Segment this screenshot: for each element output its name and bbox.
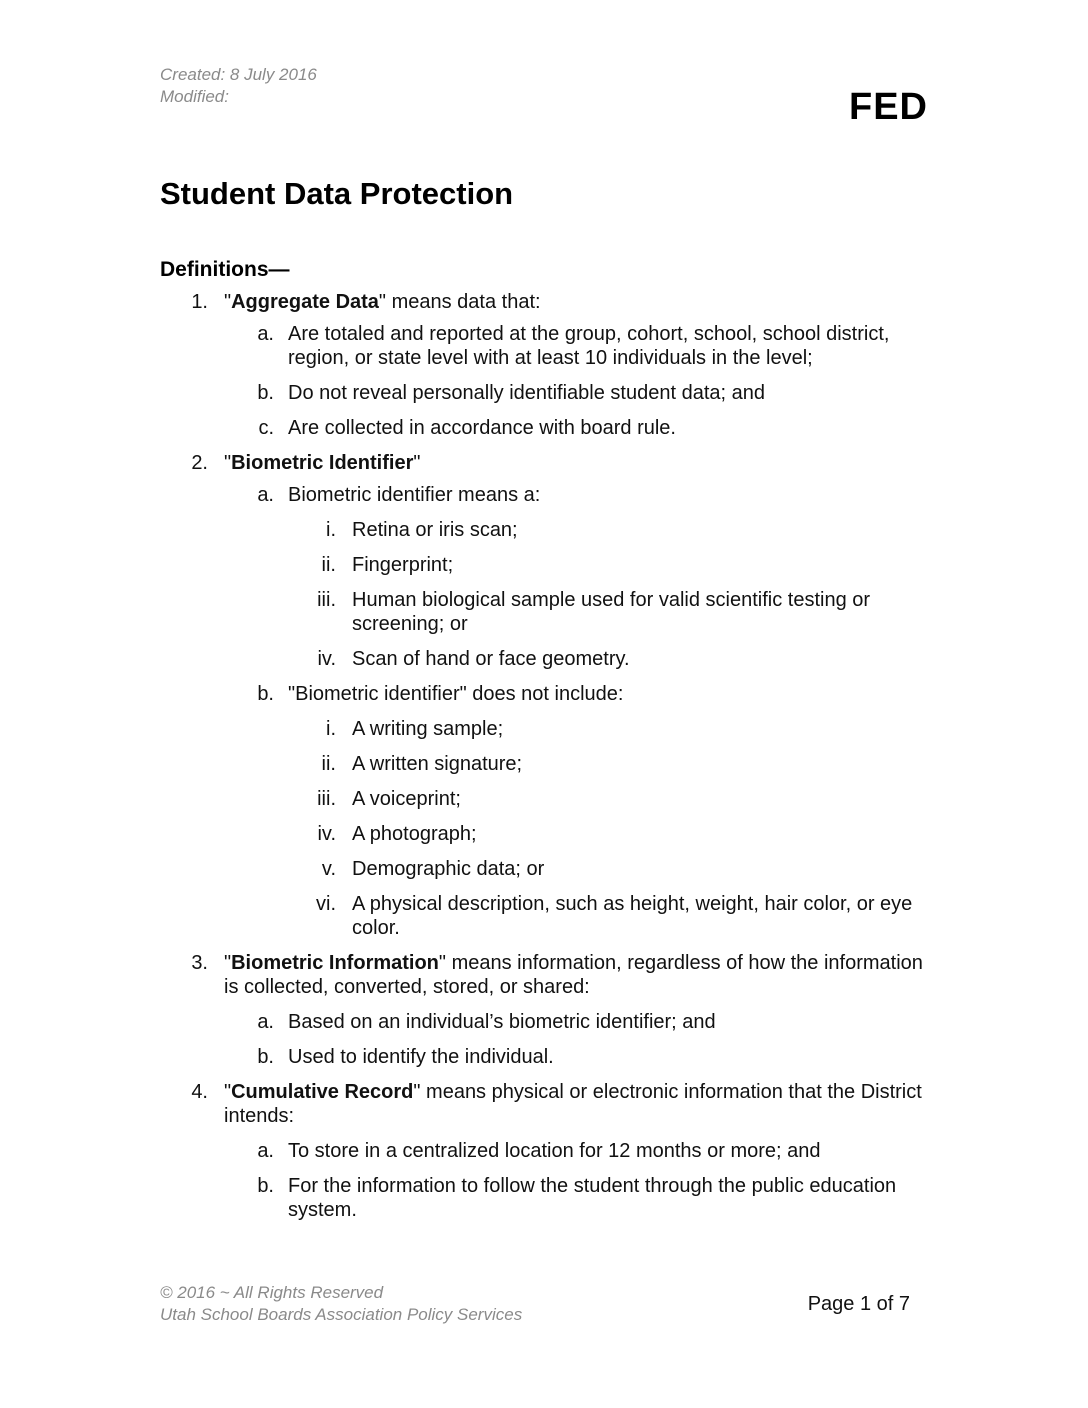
definition-item (0, 290, 1088, 314)
list-roman: ii. (321, 554, 336, 576)
list-letter: b. (257, 1175, 274, 1197)
list-item (0, 1174, 1088, 1222)
list-number: 2. (191, 452, 208, 474)
definition-item (0, 1080, 1088, 1128)
list-letter: b. (257, 382, 274, 404)
page-number: Page 1 of 7 (807, 1293, 910, 1315)
list-item-text: To store in a centralized location for 12 months or more; and (288, 1140, 821, 1162)
definition-item (0, 451, 1088, 475)
sub-list-item (0, 647, 1088, 671)
definitions-list (0, 290, 1088, 1233)
list-item (0, 322, 1088, 370)
list-item-text: Do not reveal personally identifiable student data; and (288, 382, 765, 404)
document-dates (160, 64, 317, 108)
definition-text: "Aggregate Data" means data that: (224, 291, 541, 313)
list-letter: a. (257, 1011, 274, 1033)
sub-list-item-text: A writing sample; (352, 718, 504, 740)
sub-list-item (0, 822, 1088, 846)
sub-list-item (0, 588, 1088, 636)
section-heading: Definitions— (160, 258, 290, 281)
sub-list-item-text: Scan of hand or face geometry. (352, 648, 630, 670)
list-roman: iii. (317, 788, 336, 810)
modified-date: Modified: (160, 87, 229, 106)
publisher-name: Utah School Boards Association Policy Services (160, 1305, 523, 1324)
sub-list-item-text: A voiceprint; (352, 788, 461, 810)
list-letter: a. (257, 484, 274, 506)
sub-list-item (0, 518, 1088, 542)
definition-item (0, 951, 1088, 999)
list-roman: i. (326, 519, 336, 541)
definition-text: "Biometric Identifier" (224, 452, 421, 474)
list-number: 4. (191, 1081, 208, 1103)
list-item (0, 483, 1088, 507)
list-roman: iii. (317, 589, 336, 611)
definition-text: "Cumulative Record" means physical or electronic information that the District intends: (224, 1081, 922, 1127)
sub-list-item (0, 752, 1088, 776)
sub-list-item-text: A written signature; (352, 753, 523, 775)
list-roman: iv. (317, 648, 336, 670)
sub-list-item-text: A photograph; (352, 823, 477, 845)
list-roman: vi. (316, 893, 336, 915)
list-item (0, 381, 1088, 405)
list-letter: a. (257, 1140, 274, 1162)
list-item (0, 1139, 1088, 1163)
sub-list-item-text: Human biological sample used for valid scientific testing or screening; or (352, 589, 871, 635)
list-item (0, 416, 1088, 440)
list-letter: c. (258, 417, 274, 439)
sub-list-item (0, 892, 1088, 940)
list-roman: iv. (317, 823, 336, 845)
sub-list-item-text: Retina or iris scan; (352, 519, 518, 541)
policy-code: FED (849, 86, 928, 128)
list-item-text: Are totaled and reported at the group, cohort, school, school district, region, or state level with at least 10 individuals in the level; (288, 323, 890, 369)
list-item-text: "Biometric identifier" does not include: (288, 683, 624, 705)
created-date: Created: 8 July 2016 (160, 65, 317, 84)
sub-list-item (0, 857, 1088, 881)
sub-list-item (0, 787, 1088, 811)
defined-term: Cumulative Record (231, 1081, 414, 1103)
sub-list-item (0, 717, 1088, 741)
defined-term: Aggregate Data (231, 291, 379, 313)
page-title: Student Data Protection (160, 176, 514, 211)
list-letter: b. (257, 1046, 274, 1068)
sub-list-item-text: Fingerprint; (352, 554, 454, 576)
list-letter: b. (257, 683, 274, 705)
footer-credits (160, 1282, 522, 1326)
list-number: 1. (191, 291, 208, 313)
defined-term: Biometric Information (231, 952, 439, 974)
sub-list-item-text: Demographic data; or (352, 858, 545, 880)
list-roman: ii. (321, 753, 336, 775)
copyright-notice: © 2016 ~ All Rights Reserved (160, 1283, 384, 1302)
list-item-text: Are collected in accordance with board rule. (288, 417, 676, 439)
defined-term: Biometric Identifier (231, 452, 414, 474)
definition-text: "Biometric Information" means information, regardless of how the information is collected, converted, stored, or shared: (224, 952, 923, 998)
sub-list-item-text: A physical description, such as height, weight, hair color, or eye color. (352, 893, 913, 939)
list-item-text: Biometric identifier means a: (288, 484, 541, 506)
list-item-text: Based on an individual’s biometric identifier; and (288, 1011, 716, 1033)
list-roman: v. (321, 858, 336, 880)
list-item (0, 682, 1088, 706)
list-item-text: Used to identify the individual. (288, 1046, 554, 1068)
list-item-text: For the information to follow the student through the public education system. (288, 1175, 897, 1221)
list-item (0, 1045, 1088, 1069)
list-number: 3. (191, 952, 208, 974)
list-item (0, 1010, 1088, 1034)
sub-list-item (0, 553, 1088, 577)
list-letter: a. (257, 323, 274, 345)
list-roman: i. (326, 718, 336, 740)
